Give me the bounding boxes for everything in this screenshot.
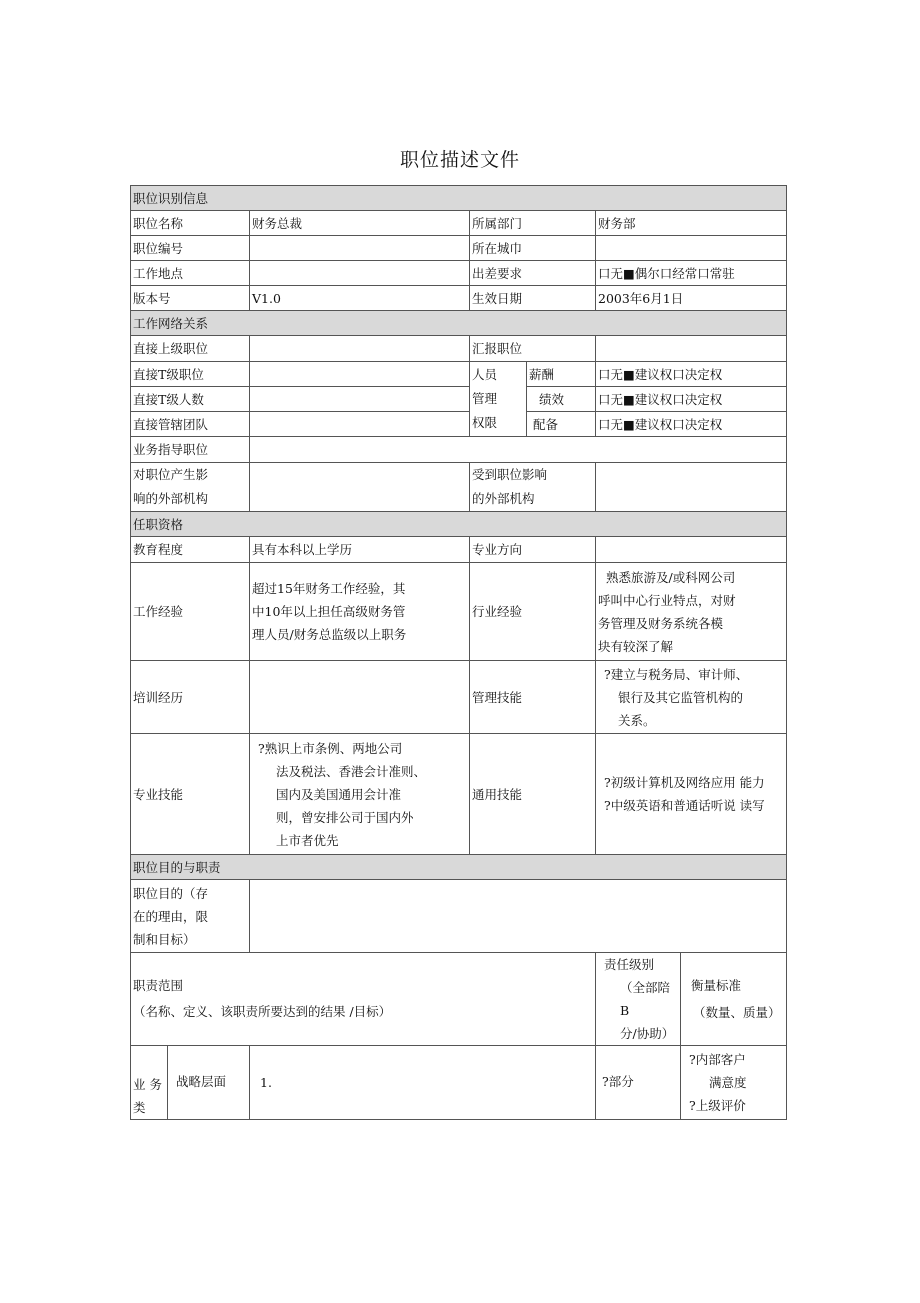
text-line: 责任级别: [604, 957, 655, 972]
section-header-identify: 职位识别信息: [131, 186, 787, 211]
text-line: 制和目标）: [133, 931, 196, 947]
text-line: 业 务: [133, 1077, 162, 1092]
label-team: 直接管辖团队: [131, 412, 250, 437]
value-professional-skill: [250, 734, 470, 855]
label-external-affecting: [131, 463, 250, 512]
value-report-position: [596, 336, 787, 362]
label-position-name: 职位名称: [131, 211, 250, 236]
label-position-code: 职位编号: [131, 236, 250, 261]
mgmt-line: 人员: [472, 367, 498, 382]
text-line: 呼叫中心行业特点，对财: [598, 592, 736, 608]
label-subordinate-count: 直接T级人数: [131, 387, 250, 412]
text-line: 受到职位影响: [472, 467, 548, 482]
value-training: [250, 661, 470, 734]
text-line: ?中级英语和普通话听说 读写: [604, 798, 765, 813]
section-header-network: 工作网络关系: [131, 311, 787, 336]
mgmt-line: 管理: [472, 391, 498, 406]
text-line: 中10年以上担任高级财务管: [252, 604, 406, 619]
text-line: 块有较深了解: [598, 638, 674, 654]
value-management-skill: [596, 661, 787, 734]
value-position-name: 财务总裁: [250, 211, 470, 236]
label-work-experience: 工作经验: [131, 563, 250, 661]
text-line: 熟悉旅游及/或科网公司: [606, 569, 736, 585]
value-position-purpose: [250, 880, 787, 953]
text-line: ?上级评价: [689, 1098, 746, 1113]
text-line: 满意度: [709, 1075, 747, 1090]
text-line: 关系。: [618, 712, 656, 728]
text-line: （数量、质量）: [693, 1005, 781, 1020]
mgmt-line: 权限: [472, 415, 498, 430]
label-city: 所在城巾: [470, 236, 596, 261]
text-line: ?内部客户: [689, 1052, 746, 1067]
label-duty-scope: [131, 953, 596, 1046]
label-report-position: 汇报职位: [470, 336, 596, 362]
value-general-skill: [596, 734, 787, 855]
text-line: ?初级计算机及网络应用 能力: [604, 775, 765, 790]
text-line: 国内及美国通用会计准: [276, 786, 402, 802]
text-line: 响的外部机构: [133, 491, 209, 506]
value-superior: [250, 336, 470, 362]
value-position-code: [250, 236, 470, 261]
value-city: [596, 236, 787, 261]
section-header-purpose: 职位目的与职责: [131, 855, 787, 880]
label-business-category: [131, 1046, 168, 1120]
value-team: [250, 412, 470, 437]
duty-scope-title: 职责范围: [133, 978, 184, 993]
text-line: ?建立与税务局、审计师、: [604, 666, 749, 682]
authority-item-staffing: 配备: [527, 412, 596, 437]
text-line: 的外部机构: [472, 491, 535, 506]
text-line: 职位目的（存: [133, 885, 209, 901]
label-work-site: 工作地点: [131, 261, 250, 286]
value-version: V1.0: [250, 286, 470, 311]
authority-item-performance: 绩效: [527, 387, 596, 412]
text-line: 类: [133, 1100, 146, 1115]
label-management-authority: [470, 362, 527, 437]
label-training: 培训经历: [131, 661, 250, 734]
label-travel: 出差要求: [470, 261, 596, 286]
label-version: 版本号: [131, 286, 250, 311]
value-subordinate-position: [250, 362, 470, 387]
value-work-experience: [250, 563, 470, 661]
value-department: 财务部: [596, 211, 787, 236]
label-business-guidance: 业务指导职位: [131, 437, 250, 463]
value-external-affected: [596, 463, 787, 512]
label-professional-skill: 专业技能: [131, 734, 250, 855]
authority-value-salary: 口无■建议权口决定权: [596, 362, 787, 387]
label-department: 所属部门: [470, 211, 596, 236]
authority-value-staffing: 口无■建议权口决定权: [596, 412, 787, 437]
text-line: 衡量标准: [691, 978, 742, 993]
label-superior: 直接上级职位: [131, 336, 250, 362]
value-duty-item: 1.: [250, 1046, 596, 1120]
label-responsibility-level: [596, 953, 681, 1046]
section-header-qualification: 任职资格: [131, 512, 787, 537]
label-major: 专业方向: [470, 537, 596, 563]
value-external-affecting: [250, 463, 470, 512]
label-strategic-level: 战略层面: [168, 1046, 250, 1120]
text-line: 务管理及财务系统各模: [598, 615, 724, 631]
label-external-affected: [470, 463, 596, 512]
text-line: 在的理由，限: [133, 908, 209, 924]
value-business-guidance: [250, 437, 787, 463]
value-education: 具有本科以上学历: [250, 537, 470, 563]
text-line: （全部陪B: [620, 980, 671, 1018]
authority-value-performance: 口无■建议权口决定权: [596, 387, 787, 412]
value-effective-date: 2003年6月1日: [596, 286, 787, 311]
value-travel: 口无■偶尔口经常口常驻: [596, 261, 787, 286]
text-line: 上市者优先: [276, 832, 339, 848]
label-effective-date: 生效日期: [470, 286, 596, 311]
authority-item-salary: 薪酬: [527, 362, 596, 387]
value-industry-experience: [596, 563, 787, 661]
text-line: ?熟识上市条例、两地公司: [258, 740, 403, 756]
text-line: 对职位产生影: [133, 467, 209, 482]
job-description-table: [130, 185, 787, 1120]
label-subordinate-position: 直接T级职位: [131, 362, 250, 387]
label-management-skill: 管理技能: [470, 661, 596, 734]
value-work-site: [250, 261, 470, 286]
label-measure-standard: [681, 953, 787, 1046]
label-industry-experience: 行业经验: [470, 563, 596, 661]
value-duty-level: ?部分: [596, 1046, 681, 1120]
value-subordinate-count: [250, 387, 470, 412]
text-line: 法及税法、香港会计准则、: [276, 763, 427, 779]
label-education: 教育程度: [131, 537, 250, 563]
text-line: 理人员/财务总监级以上职务: [252, 627, 407, 642]
value-major: [596, 537, 787, 563]
page-title: 职位描述文件: [399, 149, 520, 171]
text-line: 分/协助）: [620, 1026, 675, 1041]
text-line: 银行及其它监管机构的: [618, 689, 744, 705]
text-line: 则，曾安排公司于国内外: [276, 809, 414, 825]
label-general-skill: 通用技能: [470, 734, 596, 855]
label-position-purpose: [131, 880, 250, 953]
text-line: 超过15年财务工作经验，其: [252, 581, 406, 596]
value-duty-measure: [681, 1046, 787, 1120]
duty-scope-description: （名称、定义、该职责所要达到的结果 /目标）: [133, 1004, 392, 1019]
